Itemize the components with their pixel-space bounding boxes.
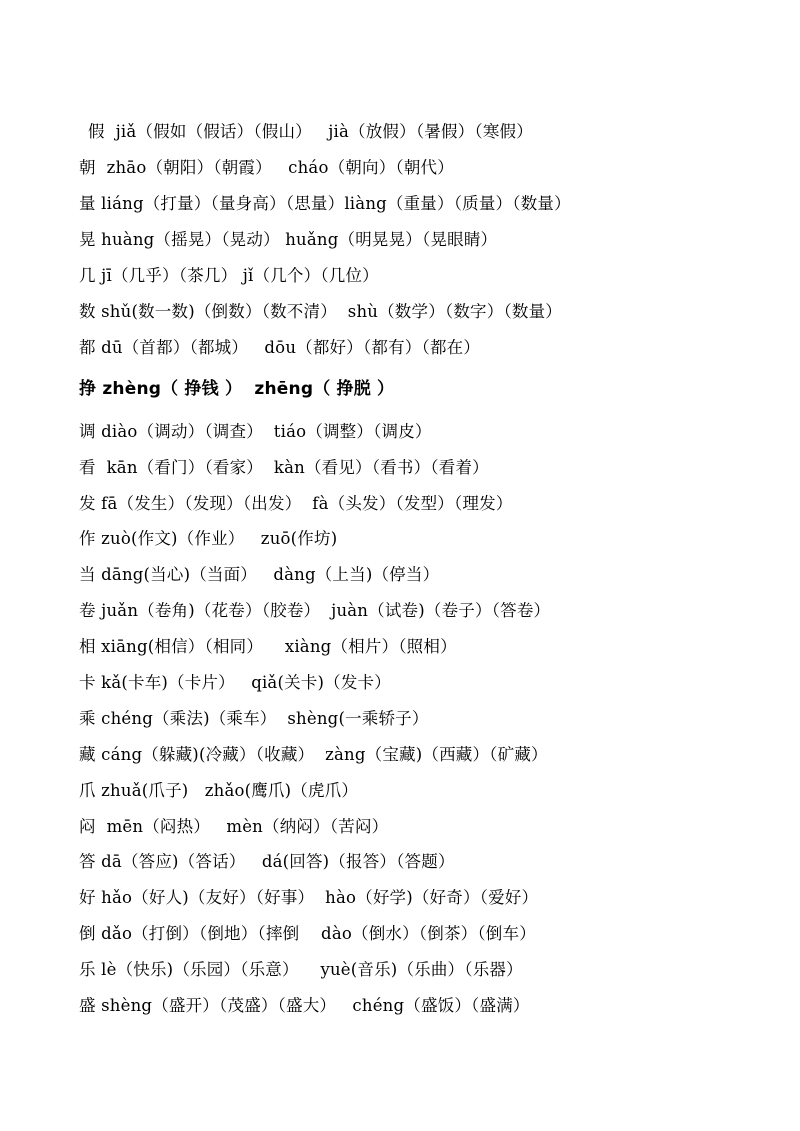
entry-du: 都 dū（首都）（都城） dōu（都好）（都有）（都在） xyxy=(79,338,481,357)
entry-zuo: 作 zuò(作文)（作业） zuō(作坊) xyxy=(79,529,338,548)
entry-hao: 好 hǎo（好人)（友好）（好事） hào（好学)（好奇）（爱好） xyxy=(79,888,539,907)
entry-zhua: 爪 zhuǎ(爪子) zhǎo(鹰爪)（虎爪） xyxy=(79,781,359,800)
entry-ka: 卡 kǎ(卡车)（卡片） qiǎ(关卡)（发卡） xyxy=(79,673,391,692)
entry-dao: 倒 dǎo（打倒）（倒地）（摔倒 dào（倒水）（倒茶）（倒车） xyxy=(79,924,536,943)
entry-huang: 晃 huàng（摇晃）（晃动） huǎng（明晃晃）（晃眼睛） xyxy=(79,230,498,249)
entry-liang: 量 liáng（打量）（量身高）（思量）liàng（重量）（质量）（数量） xyxy=(79,194,571,213)
entry-jia: 假 jiǎ（假如（假话）（假山） jià（放假）（暑假）（寒假） xyxy=(88,122,533,141)
entry-da: 答 dā（答应)（答话） dá(回答)（报答）（答题） xyxy=(79,852,455,871)
entry-dang: 当 dāng(当心)（当面） dàng（上当)（停当） xyxy=(79,565,440,584)
entry-shu: 数 shǔ(数一数)（倒数）（数不清） shù（数学）（数字）（数量） xyxy=(79,302,563,321)
entry-tiao: 调 diào（调动）（调查） tiáo（调整）（调皮） xyxy=(79,422,432,441)
entry-juan: 卷 juǎn（卷角)（花卷）（胶卷） juàn（试卷)（卷子）（答卷） xyxy=(79,601,551,620)
entry-chao: 朝 zhāo（朝阳）（朝霞） cháo（朝向）（朝代） xyxy=(79,158,454,177)
entry-cang: 藏 cáng（躲藏)(冷藏）（收藏） zàng（宝藏)（西藏）（矿藏） xyxy=(79,745,548,764)
entry-men: 闷 mēn（闷热） mèn（纳闷）（苦闷） xyxy=(79,817,389,836)
entry-xiang: 相 xiāng(相信）（相同） xiàng（相片）（照相） xyxy=(79,637,457,656)
entry-zheng: 挣 zhèng（ 挣钱 ） zhēng（ 挣脱 ） xyxy=(79,379,395,399)
entry-fa: 发 fā（发生）（发现）（出发） fà（头发）（发型）（理发） xyxy=(79,494,513,513)
entry-kan: 看 kān（看门）（看家） kàn（看见）（看书）（看着） xyxy=(79,458,489,477)
entry-le: 乐 lè（快乐)（乐园）（乐意） yuè(音乐)（乐曲）（乐器） xyxy=(79,960,523,979)
entry-cheng: 乘 chéng（乘法)（乘车） shèng(一乘轿子） xyxy=(79,709,429,728)
entry-ji: 几 jī（几乎）（茶几） jǐ（几个）（几位） xyxy=(79,266,379,285)
entry-sheng: 盛 shèng（盛开）（茂盛）（盛大） chéng（盛饭）（盛满） xyxy=(79,996,530,1015)
